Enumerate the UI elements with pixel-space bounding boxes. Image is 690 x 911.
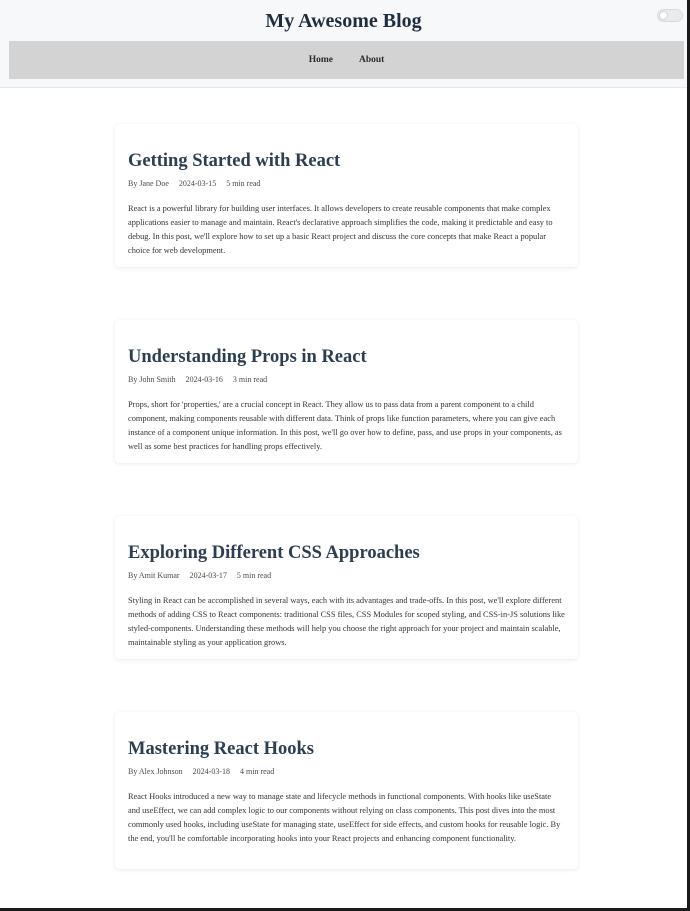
nav-link-home[interactable]: Home	[308, 55, 333, 65]
post-date: 2024-03-18	[192, 767, 230, 776]
post-excerpt: Props, short for 'properties,' are a crucial concept in React. They allow us to pass data from a parent component to a child component, making components reusable with different data. Think of props like function parameters, where you can give each instance of a component unique information. In this post, we'll go over how to define, pass, and use props in your components, as well as some best practices for handling props effectively.	[128, 400, 562, 451]
post-meta	[128, 570, 565, 582]
post-title[interactable]: Mastering React Hooks	[128, 739, 314, 759]
post-excerpt: React Hooks introduced a new way to manage state and lifecycle methods in functional components. With hooks like useState and useEffect, we can add complex logic to our components without relying on class components. This post dives into the most commonly used hooks, including useState for managing state, useEffect for side effects, and custom hooks for reusable logic. By the end, you'll be comfortable incorporating hooks into your React projects and enhancing component functionality.	[128, 792, 561, 843]
post-meta	[128, 178, 565, 190]
post-card	[115, 516, 578, 659]
site-header	[0, 0, 687, 88]
post-author: By John Smith	[128, 375, 176, 384]
post-excerpt: React is a powerful library for building user interfaces. It allows developers to create reusable components that make complex applications easier to manage and maintain. React's declarative approach simplifies the code, making it predictable and easy to debug. In this post, we'll explore how to set up a basic React project and discuss the core concepts that make React a popular choice for web development.	[128, 204, 553, 255]
post-author: By Alex Johnson	[128, 767, 183, 776]
post-date: 2024-03-16	[185, 375, 223, 384]
main-nav	[9, 41, 684, 79]
post-title[interactable]: Exploring Different CSS Approaches	[128, 543, 420, 563]
post-card	[115, 712, 578, 869]
post-card	[115, 124, 578, 267]
post-read-time: 5 min read	[236, 571, 272, 580]
post-date: 2024-03-15	[178, 179, 217, 188]
post-author: By Jane Doe	[128, 179, 169, 188]
post-card	[115, 320, 578, 463]
post-author: By Amit Kumar	[128, 571, 180, 580]
theme-toggle[interactable]	[657, 9, 683, 22]
post-read-time: 3 min read	[232, 375, 268, 384]
post-read-time: 5 min read	[226, 179, 261, 188]
post-meta	[128, 766, 565, 778]
post-date: 2024-03-17	[189, 571, 227, 580]
post-title[interactable]: Getting Started with React	[128, 151, 341, 171]
post-meta	[128, 374, 565, 386]
site-title: My Awesome Blog	[265, 10, 422, 32]
toggle-knob	[659, 11, 668, 20]
nav-link-about[interactable]: About	[358, 55, 385, 65]
post-title[interactable]: Understanding Props in React	[128, 347, 367, 367]
post-excerpt: Styling in React can be accomplished in several ways, each with its advantages and trade-offs. In this post, we'll explore different methods of adding CSS to React components: traditional CSS files, CSS Modules for scoped styling, and CSS-in-JS solutions like styled-components. Understanding these methods will help you choose the right approach for your project and maintain scalable, maintainable styling as your application grows.	[128, 596, 565, 647]
post-read-time: 4 min read	[240, 767, 275, 776]
